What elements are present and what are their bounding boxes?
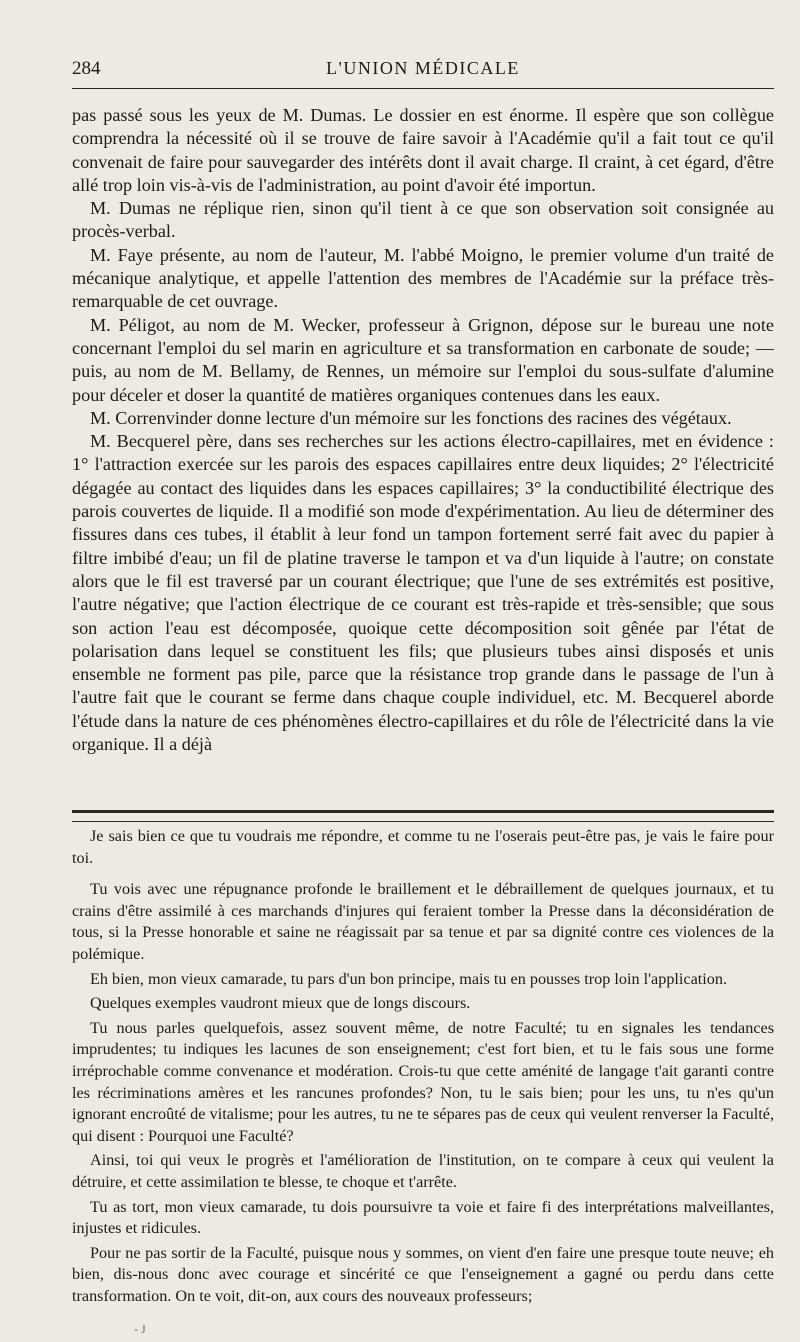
main-paragraph: pas passé sous les yeux de M. Dumas. Le dossier en est énorme. Il espère que son collègue comprendra la nécessité où il se trouve de faire savoir à l'Académie qu'il a fait tout ce qu'il convenait de faire pour sauvegarder des intérêts dont il avait charge. Il craint, à cet égard, d'être allé trop loin vis-à-vis de l'administration, au point d'avoir été importun.	[72, 105, 774, 195]
feuilleton-paragraph: Quelques exemples vaudront mieux que de longs discours.	[90, 994, 471, 1013]
main-paragraph: M. Correnvinder donne lecture d'un mémoire sur les fonctions des racines des végétaux.	[90, 407, 732, 428]
feuilleton-separator	[72, 810, 774, 822]
feuilleton-paragraph: Tu vois avec une répugnance profonde le braillement et le débraillement de quelques journaux, et tu crains d'être assimilé à ces marchands d'injures qui feraient tomber la Presse dans la déconsidération de tous, si la Presse honorable et saine ne réagissait par sa tenue et par sa dignité contre ces violences de la polémique.	[72, 880, 774, 963]
page-number: 284	[72, 58, 101, 79]
journal-title: L'UNION MÉDICALE	[326, 58, 520, 78]
feuilleton-paragraph: Eh bien, mon vieux camarade, tu pars d'un bon principe, mais tu en pousses trop loin l'application.	[90, 969, 728, 988]
header-rule	[72, 88, 774, 89]
feuilleton-paragraph: Tu as tort, mon vieux camarade, tu dois poursuivre ta voie et faire fi des interprétations malveillantes, injustes et ridicules.	[72, 1197, 774, 1238]
feuilleton-paragraph: Ainsi, toi qui veux le progrès et l'amélioration de l'institution, on te compare à ceux qui veulent la détruire, et cette assimilation te blesse, te choque et t'arrête.	[72, 1151, 774, 1191]
feuilleton-paragraph: Je sais bien ce que tu voudrais me répondre, et comme tu ne l'oserais peut-être pas, je vais le faire pour toi.	[72, 827, 774, 867]
main-paragraph: M. Becquerel père, dans ses recherches sur les actions électro-capillaires, met en évidence : 1° l'attraction exercée sur les parois des espaces capillaires entre deux liquides; 2° l'électricité dégagée au contact des liquides dans les espaces capillaires; 3° la conductibilité électrique des parois couvertes de liquide. Il a modifié son mode d'expérimentation. Au lieu de déterminer des fissures dans ces tubes, il établit à leur fond un tampon fortement serré fait avec du papier à filtre imbibé d'eau; un fil de platine traverse le tampon et va d'un liquide à l'autre; on constate alors que le fil est traversé par un courant électrique; que l'une de ses extrémités est positive, l'autre négative; que l'action électrique de ce courant est très-rapide et très-sensible; que sous son action l'eau est décomposée, quoique cette décomposition soit gênée par l'état de polarisation dans lequel se constituent les fils; que plusieurs tubes ainsi disposés et unis ensemble ne forment pas pile, parce que la résistance trop grande dans le passage de l'un à l'autre fait que le courant se ferme dans chaque couple individuel, etc. M. Becquerel aborde l'étude dans la nature de ces phénomènes électro-capillaires et du rôle de l'électricité dans la vie organique. Il a déjà	[72, 431, 774, 755]
main-paragraph: M. Dumas ne réplique rien, sinon qu'il tient à ce que son observation soit consignée au procès-verbal.	[72, 198, 774, 242]
margin-mark: - J	[134, 1322, 146, 1336]
main-article	[72, 104, 774, 756]
page-header	[72, 56, 774, 84]
main-paragraph: M. Faye présente, au nom de l'auteur, M. l'abbé Moigno, le premier volume d'un traité de mécanique analytique, et appelle l'attention des membres de l'Académie sur la préface très-remarquable de cet ouvrage.	[72, 244, 774, 312]
feuilleton-paragraph: Pour ne pas sortir de la Faculté, puisque nous y sommes, on vient d'en faire une presque toute neuve; eh bien, dis-nous donc avec courage et sincérité ce que l'enseignement a gagné ou perdu dans cette transformation. On te voit, dit-on, aux cours des nouveaux professeurs;	[72, 1243, 774, 1305]
feuilleton-paragraph: Tu nous parles quelquefois, assez souvent même, de notre Faculté; tu en signales les tendances imprudentes; tu indiques les lacunes de son enseignement; c'est fort bien, et tu le fais sous une forme irréprochable comme convenance et modération. Crois-tu que cette aménité de langage t'ait garanti contre les récriminations amères et les rancunes profondes? Non, tu le sais bien; pour les uns, tu n'es qu'un ignorant encroûté de vitalisme; pour les autres, tu ne te sépares pas de ceux qui veulent renverser la Faculté, qui disent : Pourquoi une Faculté?	[72, 1018, 774, 1145]
main-paragraph: M. Péligot, au nom de M. Wecker, professeur à Grignon, dépose sur le bureau une note concernant l'emploi du sel marin en agriculture et sa transformation en carbonate de soude; — puis, au nom de M. Bellamy, de Rennes, un mémoire sur l'emploi du sous-sulfate d'alumine pour déceler et doser la quantité de matières organiques contenues dans les eaux.	[72, 314, 774, 405]
feuilleton-section	[72, 826, 774, 1310]
